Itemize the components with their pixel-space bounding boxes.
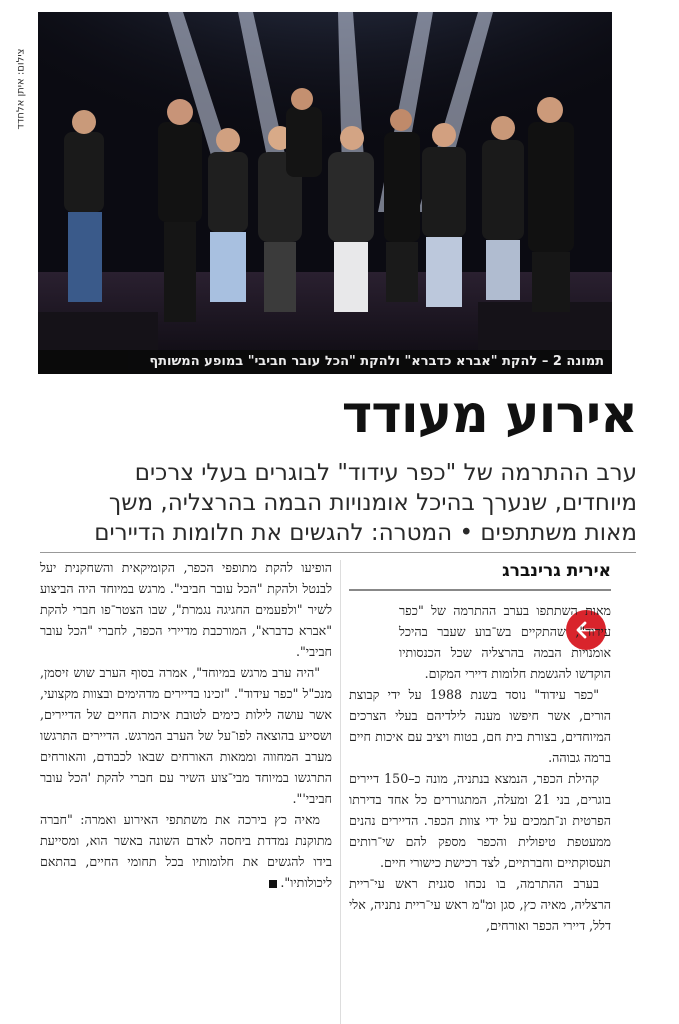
subheadline-line: ערב ההתרמה של "כפר עידוד" לבוגרים בעלי צרכים [134, 460, 637, 486]
end-square-icon [269, 880, 277, 888]
article-paragraph: "כפר עידוד" נוסד בשנת 1988 על ידי קבוצת הורים, אשר חיפשו מענה לילדיהם בעלי הצרכים המיוחדים, בצורת בית חם, בטוח ויציב עם איכות חיים ברמה גבוהה. [349, 687, 611, 765]
section-divider [40, 552, 636, 553]
article-paragraph-text: מאיה כץ בירכה את משתתפי האירוע ואמרה: "חברה מתוקנת נמדדת ביחסה לאדם השונה באשר הוא, ומסייעת בידו להגשים את חלומותיו בכל תחומי החיים, בהתאם ליכולותיו". [40, 812, 332, 890]
article-paragraph: "היה ערב מרגש במיוחד", אמרה בסוף הערב שוש זיסמן, מנכ"ל "כפר עידוד". "זכינו בדיירים מדהימים ובצוות מקצועי, אשר עושה לילות כימים לטובת איכות החיים של הדיירים, ושסייע בהוצאה לפו־על של הערב המרגש. הדיירים התרגשו מערב המחווה וממאות האורחים שבאו לכבודם, והאורחים התרגשו במיוחד מבי־צוע השיר עם חברי להקת 'הכל עובר חביבי'". [40, 665, 332, 806]
subheadline-line: מאות משתתפים • המטרה: להגשים את חלומות הדיירים [94, 520, 637, 546]
byline: אירית גרינברג [502, 561, 611, 581]
stage-illustration [38, 12, 612, 374]
subheadline [37, 458, 637, 548]
photo-credit-text: צילום: איתן אלחדד [15, 48, 27, 130]
photo-credit [10, 14, 32, 164]
article-paragraph: בערב ההתרמה, בו נכחו סגנית ראש עי־ריית הרצליה, מאיה כץ, סגן ומ"מ ראש עי־ריית נתניה, אלי דלל, דיירי הכפר ואורחים, [349, 876, 611, 933]
article-paragraph: קהילת הכפר, הנמצא בנתניה, מונה כ–150 דיירים בוגרים, בני 21 ומעלה, המתגוררים כל אחד בדירתו הפרטית ונ־תמכים על ידי צוות הכפר. הדיירים נהנים ממעטפת טיפולית והכפר מספק להם שי־רותים תעסוקתיים וחברתיים, לצד רכישת כישורי חיים. [349, 771, 611, 870]
headline: אירוע מעודד [341, 385, 637, 445]
photo-caption: תמונה 2 – להקת "אברא כדברא" ולהקת "הכל עובר חביבי" במופע המשותף [38, 350, 612, 374]
byline-rule [349, 589, 611, 591]
article-paragraph [40, 809, 332, 893]
column-divider [340, 560, 341, 1024]
article-column-right [349, 600, 611, 936]
concert-photo [38, 12, 612, 374]
subheadline-line: מיוחדים, שנערך בהיכל אומנויות הבמה בהרצליה, משך [108, 490, 637, 516]
article-column-left [40, 557, 332, 893]
article-paragraph: הופיעו להקת מתופפי הכפר, הקומיקאית והשחקנית יעל לבנטל ולהקת "הכל עובר חביבי". מרגש במיוחד היה הביצוע לשיר "ולפעמים החגיגה נגמרת", שבו הצטר־פו חברי להקת "אברא כדברא", המורכבת מדיירי הכפר, לחברי "הכל עובר חביבי". [40, 560, 332, 659]
article-paragraph: מאות השתתפו בערב ההתרמה של "כפר עידוד", שהתקיים בש־בוע שעבר בהיכל אומנויות הבמה בהרצליה שכל הכנסותיו הוקדשו להגשמת חלומות דיירי המקום. [399, 603, 611, 681]
